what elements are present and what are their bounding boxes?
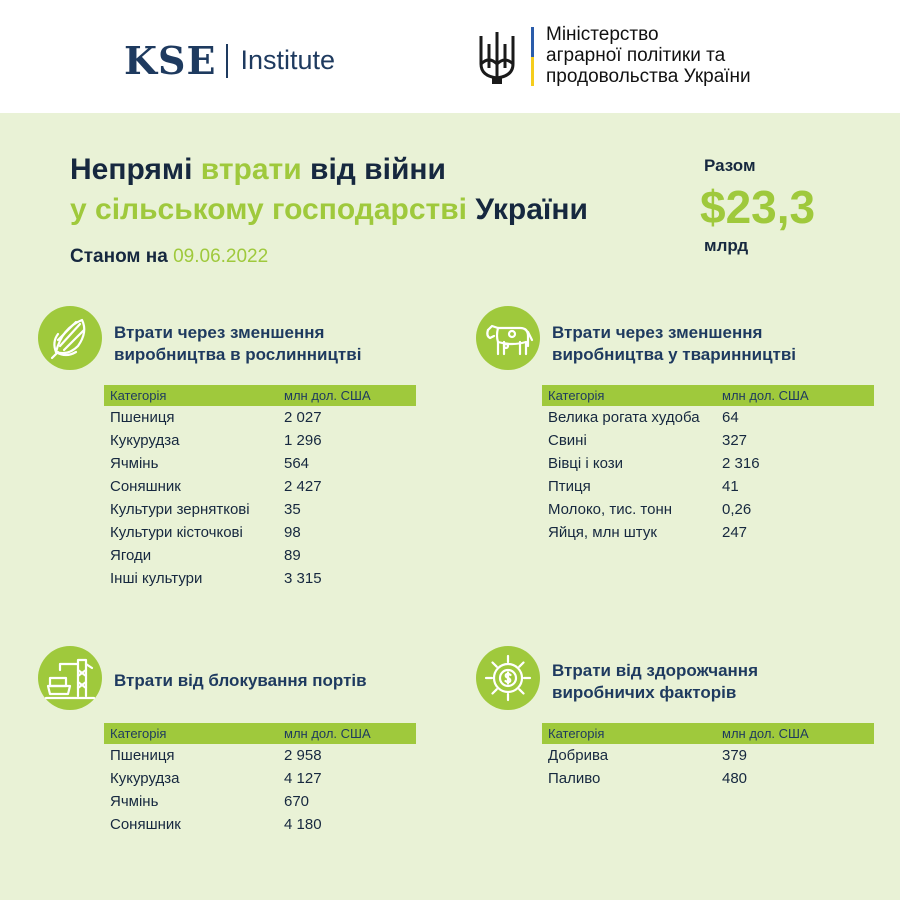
row-value: 35 [284, 501, 301, 518]
header-bar [0, 0, 900, 113]
table-row [104, 544, 416, 567]
section-title-line: Втрати від блокування портів [114, 671, 367, 690]
section-title-factors [552, 660, 758, 704]
row-value: 564 [284, 455, 310, 472]
row-category: Пшениця [110, 747, 175, 764]
table-row [542, 452, 874, 475]
page-title [70, 150, 588, 230]
table-row [104, 429, 416, 452]
table-row [104, 521, 416, 544]
table-row [542, 406, 874, 429]
row-value: 327 [722, 432, 748, 449]
row-value: 480 [722, 770, 748, 787]
cow-icon [476, 306, 540, 370]
section-title-line: виробництва в рослинництві [114, 345, 362, 364]
table-row [104, 767, 416, 790]
column-header-value: млн дол. США [722, 388, 809, 403]
table-row [542, 744, 874, 767]
row-category: Ячмінь [110, 455, 159, 472]
row-value: 89 [284, 547, 301, 564]
section-title-line: виробничих факторів [552, 683, 737, 702]
section-title-line: Втрати від здорожчання [552, 661, 758, 680]
column-header-category: Категорія [110, 726, 167, 741]
table-row [542, 475, 874, 498]
row-value: 379 [722, 747, 748, 764]
table-row [104, 567, 416, 590]
trident-icon [476, 28, 518, 86]
row-value: 0,26 [722, 501, 752, 518]
row-value: 98 [284, 524, 301, 541]
table-factors [542, 723, 874, 790]
row-category: Кукурудза [110, 432, 180, 449]
table-row [542, 767, 874, 790]
column-header-value: млн дол. США [284, 726, 371, 741]
row-value: 2 027 [284, 409, 322, 426]
row-category: Ягоди [110, 547, 152, 564]
row-category: Пшениця [110, 409, 175, 426]
section-title-crops [114, 322, 361, 366]
row-category: Вівці і кози [548, 455, 624, 472]
row-value: 1 296 [284, 432, 322, 449]
title-highlight: у сільському господарстві [70, 193, 468, 226]
table-row [104, 452, 416, 475]
ministry-line: аграрної політики та [546, 45, 726, 66]
section-title-line: виробництва у тваринництві [552, 345, 797, 364]
row-category: Культури кісточкові [110, 524, 243, 541]
kse-logo-mark: KSE [124, 38, 217, 83]
kse-logo-institute: Institute [240, 45, 335, 75]
row-value: 2 427 [284, 478, 322, 495]
as-of-date [70, 246, 268, 268]
column-header-category: Категорія [548, 388, 605, 403]
row-value: 2 316 [722, 455, 760, 472]
row-category: Інші культури [110, 570, 203, 587]
table-header [542, 385, 874, 406]
kse-institute-logo [124, 38, 335, 83]
title-text: України [467, 193, 588, 226]
row-category: Ячмінь [110, 793, 159, 810]
table-header [104, 385, 416, 406]
table-header [104, 723, 416, 744]
ministry-name [546, 24, 751, 87]
row-value: 4 180 [284, 816, 322, 833]
as-of-value: 09.06.2022 [173, 246, 269, 267]
table-row [542, 429, 874, 452]
row-value: 247 [722, 524, 748, 541]
total-label: Разом [704, 156, 756, 175]
row-category: Птиця [548, 478, 591, 495]
row-category: Добрива [548, 747, 609, 764]
table-row [542, 498, 874, 521]
table-row [104, 406, 416, 429]
table-ports [104, 723, 416, 836]
row-category: Культури зерняткові [110, 501, 250, 518]
title-text: Непрямі [70, 153, 201, 186]
corn-icon [38, 306, 102, 370]
row-category: Велика рогата худоба [548, 409, 700, 426]
table-row [104, 498, 416, 521]
row-category: Свині [548, 432, 587, 449]
table-crops [104, 385, 416, 590]
table-row [542, 521, 874, 544]
as-of-label: Станом на [70, 246, 174, 267]
column-header-value: млн дол. США [722, 726, 809, 741]
row-category: Соняшник [110, 816, 181, 833]
row-value: 2 958 [284, 747, 322, 764]
ministry-line: продовольства України [546, 66, 751, 87]
table-header [542, 723, 874, 744]
row-category: Паливо [548, 770, 601, 787]
title-text: від війни [301, 153, 446, 186]
table-row [104, 744, 416, 767]
section-title-line: Втрати через зменшення [114, 323, 325, 342]
row-value: 64 [722, 409, 739, 426]
row-category: Соняшник [110, 478, 181, 495]
table-row [104, 475, 416, 498]
section-title-livestock [552, 322, 796, 366]
ministry-line: Міністерство [546, 24, 659, 45]
row-value: 3 315 [284, 570, 322, 587]
total-unit: млрд [704, 236, 749, 255]
gear-dollar-icon [476, 646, 540, 710]
row-category: Яйця, млн штук [548, 524, 657, 541]
table-livestock [542, 385, 874, 544]
total-value: $23,3 [700, 181, 816, 233]
section-title-line: Втрати через зменшення [552, 323, 763, 342]
row-category: Молоко, тис. тонн [548, 501, 673, 518]
row-value: 670 [284, 793, 310, 810]
logo-divider [226, 44, 228, 78]
row-value: 4 127 [284, 770, 322, 787]
ukraine-flag-stripe [531, 27, 534, 86]
table-row [104, 813, 416, 836]
column-header-category: Категорія [110, 388, 167, 403]
section-title-ports [114, 670, 367, 692]
row-category: Кукурудза [110, 770, 180, 787]
port-crane-icon [38, 646, 102, 710]
column-header-value: млн дол. США [284, 388, 371, 403]
column-header-category: Категорія [548, 726, 605, 741]
table-row [104, 790, 416, 813]
row-value: 41 [722, 478, 739, 495]
title-highlight: втрати [200, 153, 302, 186]
